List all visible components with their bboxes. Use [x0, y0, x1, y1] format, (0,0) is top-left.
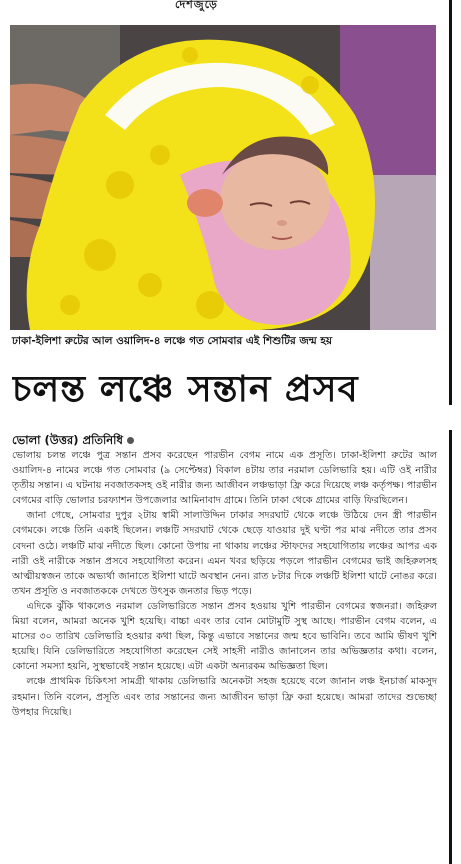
- article-paragraph: জানা গেছে, সোমবার দুপুর ২টায় স্বামী সালাউদ্দিন ঢাকার সদরঘাট থেকে লঞ্চে উঠিয়ে দেন স্ত্রী পারভীন বেগমকে। লঞ্চে তিনি একাই ছিলেন। লঞ্চটি সদরঘাট থেকে ছেড়ে যাওয়ার দুই ঘণ্টা পর মাঝ নদীতে তার প্রসব বেদনা ওঠে। লঞ্চটি মাঝ নদীতে ছিল। কোনো উপায় না থাকায় লঞ্চের স্টাফদের সহযোগিতায় লঞ্চের আপর এক নারী ওই নারীকে সন্তান প্রসবে সহযোগিতা করেন। এমন খবর ছড়িয়ে পড়লে পারভীন বেগমের ভাই জহিরুলসহ আত্মীয়স্বজন তাকে অভ্যর্থা জানাতে ইলিশা ঘাটে অবস্থান নেন। রাত ৮টার দিকে লঞ্চটি ইলিশা ঘাটে নোঙর করে। তখন প্রসূতি ও নবজাতককে দেখতে উৎসুক জনতার ভিড় পড়ে।: [12, 510, 437, 597]
- byline-dot-icon: [127, 437, 134, 444]
- photo-caption: ঢাকা-ইলিশা রুটের আল ওয়ালিদ-৪ লঞ্চে গত সোমবার এই শিশুটির জন্ম হয়: [12, 335, 333, 347]
- masthead-strip: [0, 0, 461, 14]
- article-paragraph: ভোলায় চলন্ত লঞ্চে পুত্র সন্তান প্রসব করেছেন পারভীন বেগম নামে এক প্রসূতি। ঢাকা-ইলিশা রুটের আল ওয়ালিদ-৪ নামের লঞ্চে গত সোমবার (৯ সেপ্টেম্বর) বিকাল ৪টায় তার নরমাল ডেলিভারি হয়। এটি ওই নারীর তৃতীয় সন্তান। এ ঘটনায় নবজাতকসহ ওই নারীর জন্য আজীবন লঞ্চভাড়া ফ্রি করে দিয়েছে লঞ্চ কর্তৃপক্ষ। পারভীন বেগমের বাড়ি ভোলার চরফ্যাশন উপজেলার আমিনাবাদ গ্রামে। তিনি ঢাকা থেকে গ্রামের বাড়ি ফিরছিলেন।: [12, 450, 437, 507]
- headline: চলন্ত লঞ্চে সন্তান প্রসব: [12, 368, 359, 410]
- column-divider-lower: [449, 430, 452, 864]
- newborn-baby-photo: [10, 25, 436, 330]
- article-paragraph: এদিকে ঝুঁকি থাকলেও নরমাল ডেলিভারিতে সন্তান প্রসব হওয়ায় খুশি পারভীন বেগমের স্বজনরা। জহিরুল মিয়া বলেন, আমরা অনেক খুশি হয়েছি। বাচ্চা এবং তার বোন মোটামুটি সুস্থ আছে। পারভীন বেগম বলেন, এ মাসের ৩০ তারিখ ডেলিভারি হওয়ার কথা ছিল, কিন্তু এভাবে সন্তানের জন্ম হবে ভাবিনি। তবে আমি ভীষণ খুশি হয়েছি। যিনি ডেলিভারিতে সহযোগিতা করেছেন সেই সাহসী নারীও জানালেন তার অভিজ্ঞতার কথা। বলেন, কোনো সমস্যা হয়নি, সুস্থভাবেই সন্তান হয়েছে। এটা একটা অন্যরকম অভিজ্ঞতা ছিল।: [12, 600, 437, 673]
- section-masthead: দেশজুড়ে: [175, 0, 218, 11]
- article-body: [12, 448, 437, 720]
- column-divider: [449, 0, 452, 405]
- byline-text: ভোলা (উত্তর) প্রতিনিধি: [12, 433, 123, 447]
- article-paragraph: লঞ্চে প্রাথমিক চিকিৎসা সামগ্রী থাকায় ডেলিভারি অনেকটা সহজ হয়েছে বলে জানান লঞ্চ ইনচার্জ মাকসুদ রহমান। তিনি বলেন, প্রসূতি এবং তার সন্তানের জন্য আজীবন ভাড়া ফ্রি করা হয়েছে। আমরা তাদের শুভেচ্ছা উপহার দিয়েছি।: [12, 676, 437, 718]
